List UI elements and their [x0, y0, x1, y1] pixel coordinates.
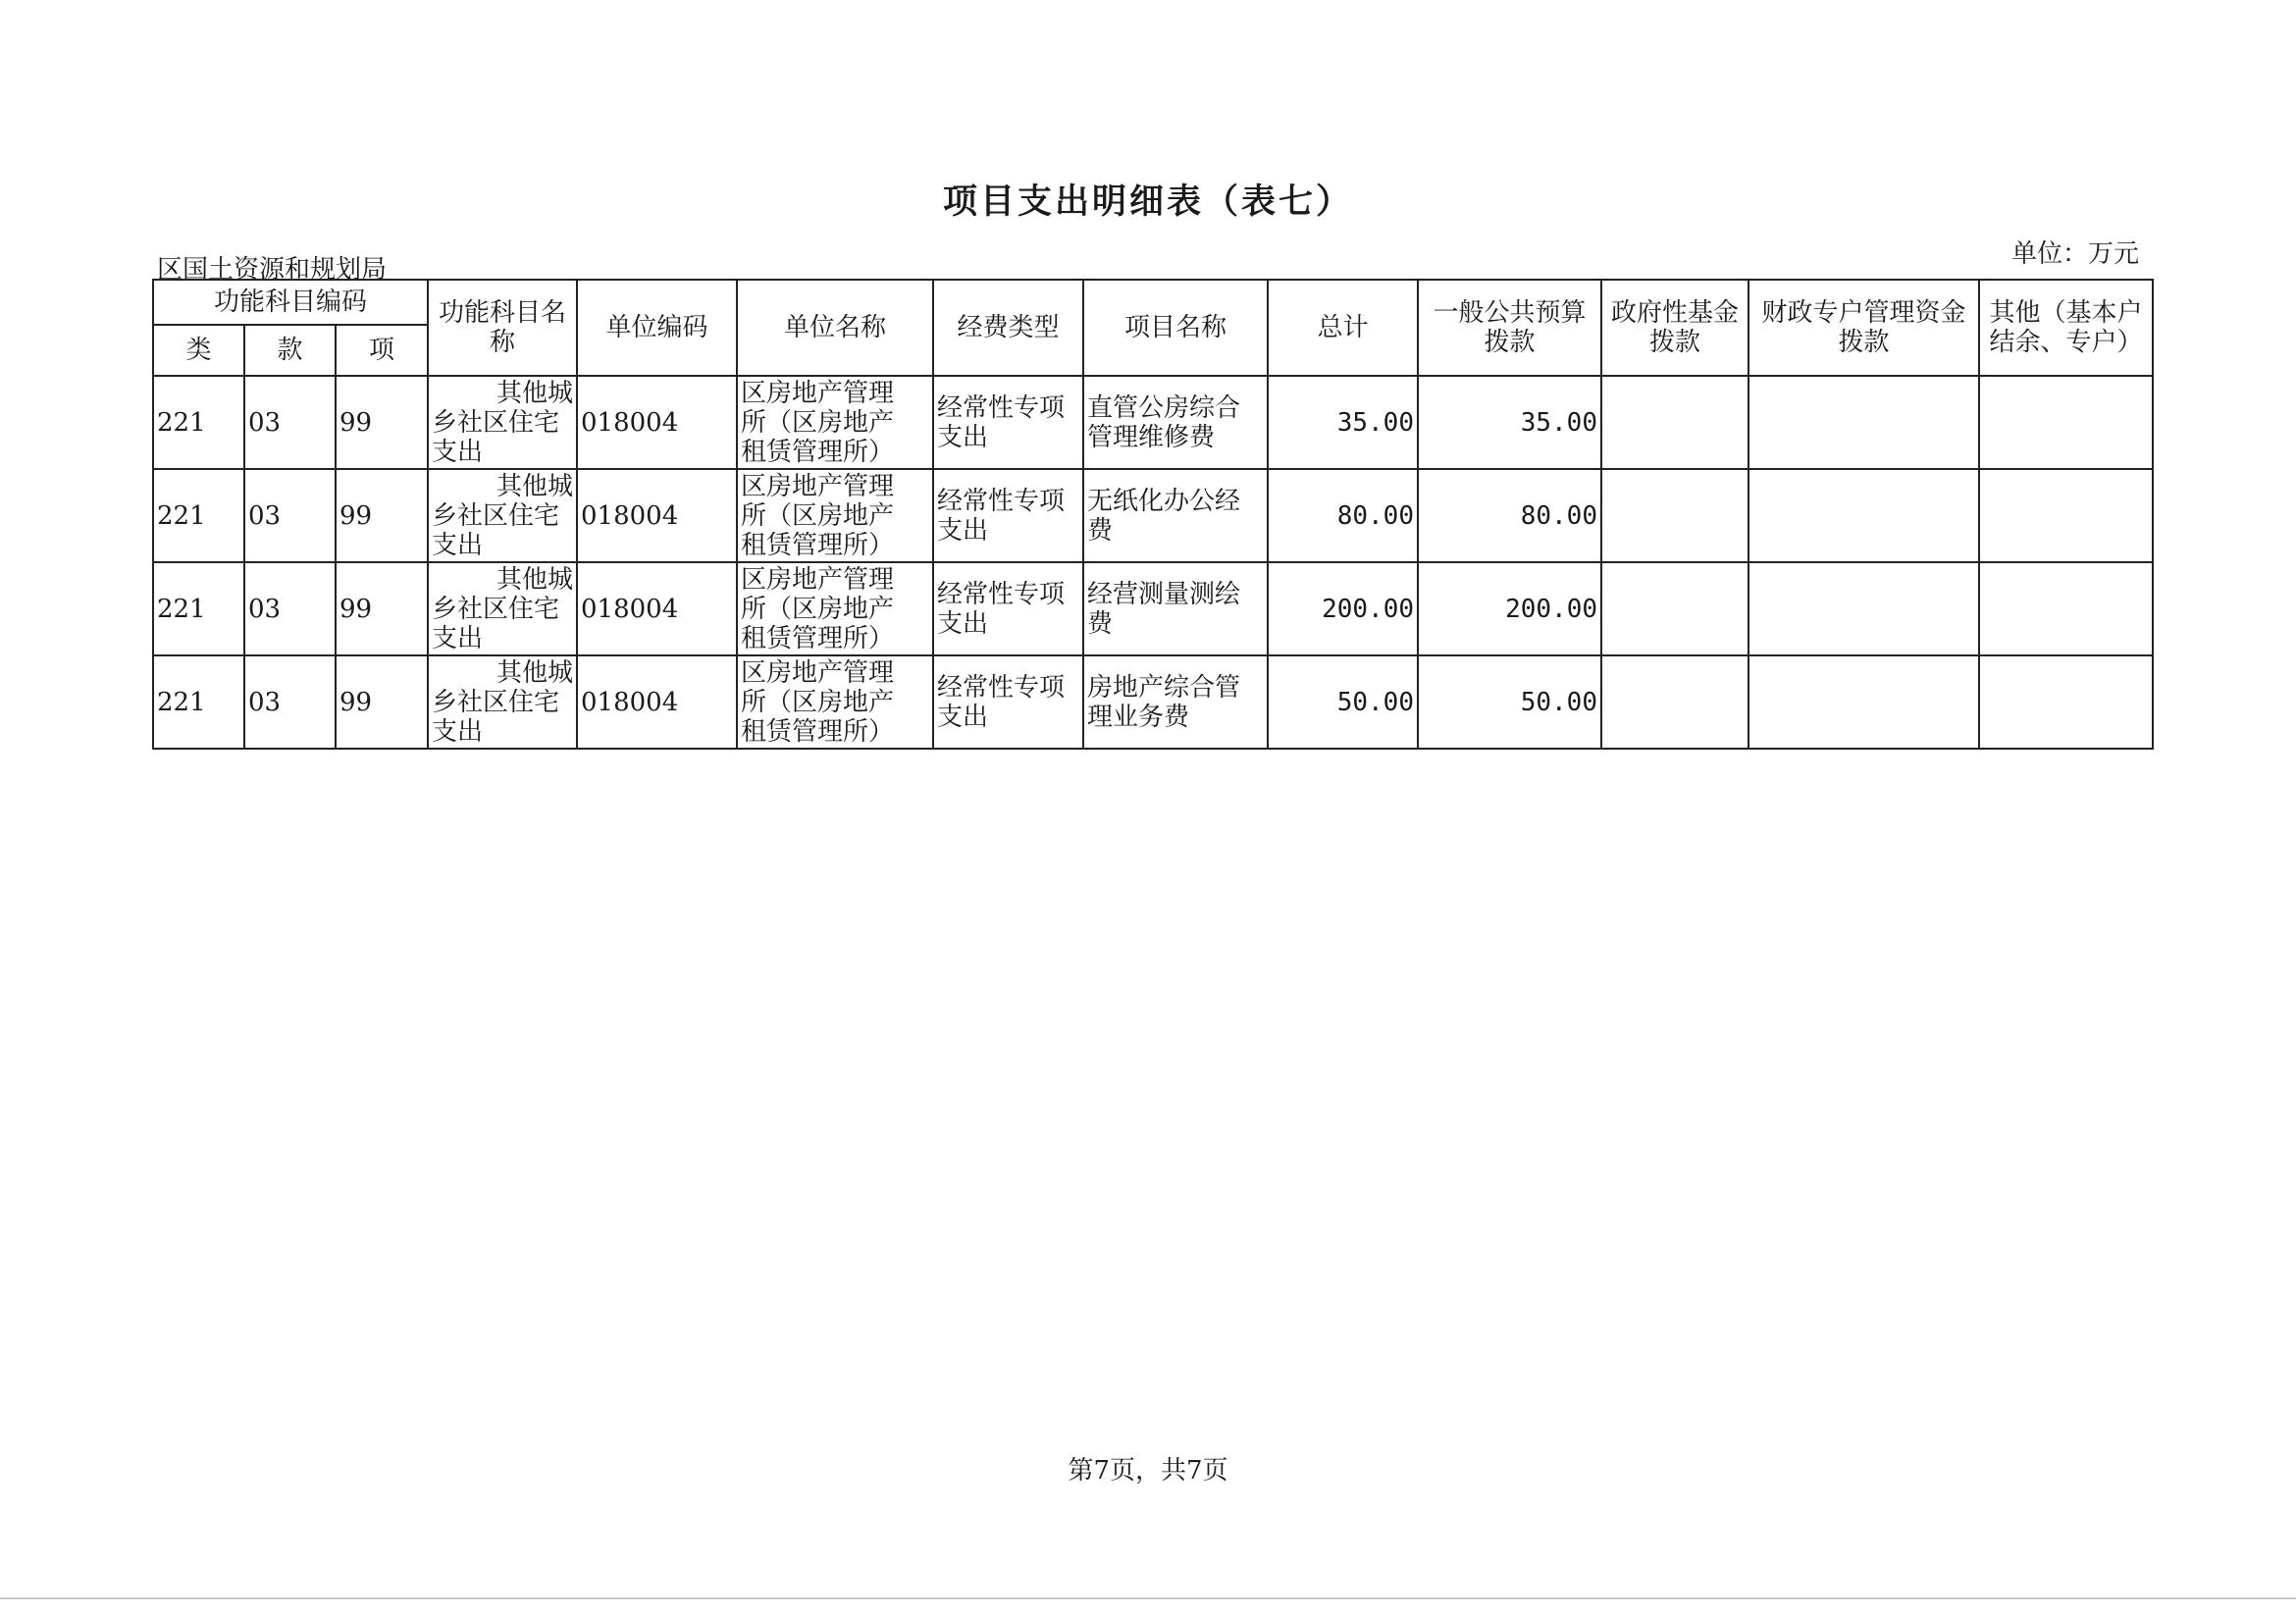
fund-type-line: 支出 — [937, 608, 989, 639]
organization-name: 区国土资源和规划局 — [157, 255, 388, 285]
cell-other — [1979, 655, 2153, 749]
header-other: 其他（基本户结余、专户） — [1979, 280, 2153, 376]
cell-total: 80.00 — [1268, 469, 1418, 562]
project-name-line: 无纸化办公经 — [1087, 486, 1241, 516]
fund-type-line: 支出 — [937, 422, 989, 452]
fund-type-line: 经常性专项 — [937, 486, 1066, 516]
unit-name-line: 租赁管理所） — [741, 716, 895, 747]
unit-name-line: 区房地产管理 — [741, 378, 895, 408]
scan-edge-line — [0, 1597, 2296, 1599]
cell-unit-name — [737, 469, 933, 562]
page-footer: 第7页，共7页 — [1068, 1456, 1228, 1486]
cell-project-name — [1083, 655, 1268, 749]
func-name-line: 其他城 — [496, 378, 573, 408]
cell-kuan: 03 — [244, 562, 336, 655]
unit-name-line: 所（区房地产 — [741, 407, 895, 438]
document-title: 项目支出明细表（表七） — [942, 183, 1353, 222]
cell-total: 200.00 — [1268, 562, 1418, 655]
cell-special-fund — [1748, 376, 1979, 469]
cell-kuan: 03 — [244, 376, 336, 469]
table-row — [153, 376, 2153, 469]
cell-gov-fund — [1601, 562, 1748, 655]
func-name-line: 支出 — [432, 716, 484, 747]
cell-lei: 221 — [153, 469, 244, 562]
cell-project-name — [1083, 562, 1268, 655]
cell-other — [1979, 376, 2153, 469]
cell-fund-type — [933, 376, 1083, 469]
header-code-group: 功能科目编码 — [153, 280, 428, 325]
func-name-line: 其他城 — [496, 564, 573, 595]
unit-name-line: 所（区房地产 — [741, 594, 895, 624]
cell-other — [1979, 562, 2153, 655]
cell-project-name — [1083, 376, 1268, 469]
fund-type-line: 经常性专项 — [937, 672, 1066, 703]
project-name-line: 费 — [1087, 608, 1114, 639]
cell-total: 35.00 — [1268, 376, 1418, 469]
cell-general-budget: 80.00 — [1418, 469, 1601, 562]
cell-kuan: 03 — [244, 655, 336, 749]
cell-unit-code: 018004 — [577, 376, 737, 469]
cell-xiang: 99 — [336, 562, 428, 655]
header-unit-code: 单位编码 — [577, 280, 737, 376]
cell-fund-type — [933, 469, 1083, 562]
cell-fund-type — [933, 655, 1083, 749]
func-name-line: 乡社区住宅 — [432, 687, 560, 717]
cell-lei: 221 — [153, 376, 244, 469]
fund-type-line: 支出 — [937, 515, 989, 546]
cell-general-budget: 50.00 — [1418, 655, 1601, 749]
unit-label: 单位：万元 — [2010, 239, 2139, 269]
cell-lei: 221 — [153, 655, 244, 749]
header-gov-fund: 政府性基金拨款 — [1601, 280, 1748, 376]
table-row — [153, 562, 2153, 655]
unit-name-line: 区房地产管理 — [741, 471, 895, 501]
func-name-line: 支出 — [432, 437, 484, 467]
cell-gov-fund — [1601, 655, 1748, 749]
func-name-line: 乡社区住宅 — [432, 407, 560, 438]
header-lei: 类 — [153, 325, 244, 376]
unit-name-line: 租赁管理所） — [741, 623, 895, 653]
cell-xiang: 99 — [336, 469, 428, 562]
func-name-line: 其他城 — [496, 657, 573, 688]
header-general-budget: 一般公共预算拨款 — [1418, 280, 1601, 376]
cell-fund-type — [933, 562, 1083, 655]
header-xiang: 项 — [336, 325, 428, 376]
cell-unit-code: 018004 — [577, 469, 737, 562]
project-name-line: 理业务费 — [1087, 702, 1190, 732]
header-project-name: 项目名称 — [1083, 280, 1268, 376]
project-name-line: 房地产综合管 — [1087, 672, 1241, 703]
cell-general-budget: 35.00 — [1418, 376, 1601, 469]
fund-type-line: 支出 — [937, 702, 989, 732]
cell-unit-name — [737, 562, 933, 655]
header-row-1 — [153, 280, 2153, 325]
cell-project-name — [1083, 469, 1268, 562]
header-kuan: 款 — [244, 325, 336, 376]
cell-unit-code: 018004 — [577, 655, 737, 749]
cell-special-fund — [1748, 655, 1979, 749]
unit-name-line: 所（区房地产 — [741, 687, 895, 717]
cell-other — [1979, 469, 2153, 562]
func-name-line: 乡社区住宅 — [432, 500, 560, 531]
table-row — [153, 469, 2153, 562]
project-name-line: 直管公房综合 — [1087, 392, 1241, 423]
cell-func-name — [428, 562, 577, 655]
fund-type-line: 经常性专项 — [937, 392, 1066, 423]
project-expenditure-table — [152, 279, 2154, 750]
project-name-line: 管理维修费 — [1087, 422, 1216, 452]
cell-gov-fund — [1601, 376, 1748, 469]
cell-xiang: 99 — [336, 376, 428, 469]
func-name-line: 支出 — [432, 623, 484, 653]
cell-gov-fund — [1601, 469, 1748, 562]
project-name-line: 费 — [1087, 515, 1114, 546]
func-name-line: 其他城 — [496, 471, 573, 501]
project-name-line: 经营测量测绘 — [1087, 579, 1241, 609]
cell-special-fund — [1748, 469, 1979, 562]
cell-unit-name — [737, 376, 933, 469]
unit-name-line: 区房地产管理 — [741, 564, 895, 595]
cell-kuan: 03 — [244, 469, 336, 562]
cell-unit-code: 018004 — [577, 562, 737, 655]
fund-type-line: 经常性专项 — [937, 579, 1066, 609]
unit-name-line: 租赁管理所） — [741, 530, 895, 560]
header-special-fund: 财政专户管理资金拨款 — [1748, 280, 1979, 376]
cell-lei: 221 — [153, 562, 244, 655]
cell-total: 50.00 — [1268, 655, 1418, 749]
cell-xiang: 99 — [336, 655, 428, 749]
unit-name-line: 所（区房地产 — [741, 500, 895, 531]
header-func-name: 功能科目名称 — [428, 280, 577, 376]
table-row — [153, 655, 2153, 749]
cell-func-name — [428, 376, 577, 469]
cell-general-budget: 200.00 — [1418, 562, 1601, 655]
cell-special-fund — [1748, 562, 1979, 655]
cell-func-name — [428, 469, 577, 562]
func-name-line: 支出 — [432, 530, 484, 560]
header-fund-type: 经费类型 — [933, 280, 1083, 376]
unit-name-line: 租赁管理所） — [741, 437, 895, 467]
cell-func-name — [428, 655, 577, 749]
header-unit-name: 单位名称 — [737, 280, 933, 376]
header-total: 总计 — [1268, 280, 1418, 376]
unit-name-line: 区房地产管理 — [741, 657, 895, 688]
func-name-line: 乡社区住宅 — [432, 594, 560, 624]
cell-unit-name — [737, 655, 933, 749]
